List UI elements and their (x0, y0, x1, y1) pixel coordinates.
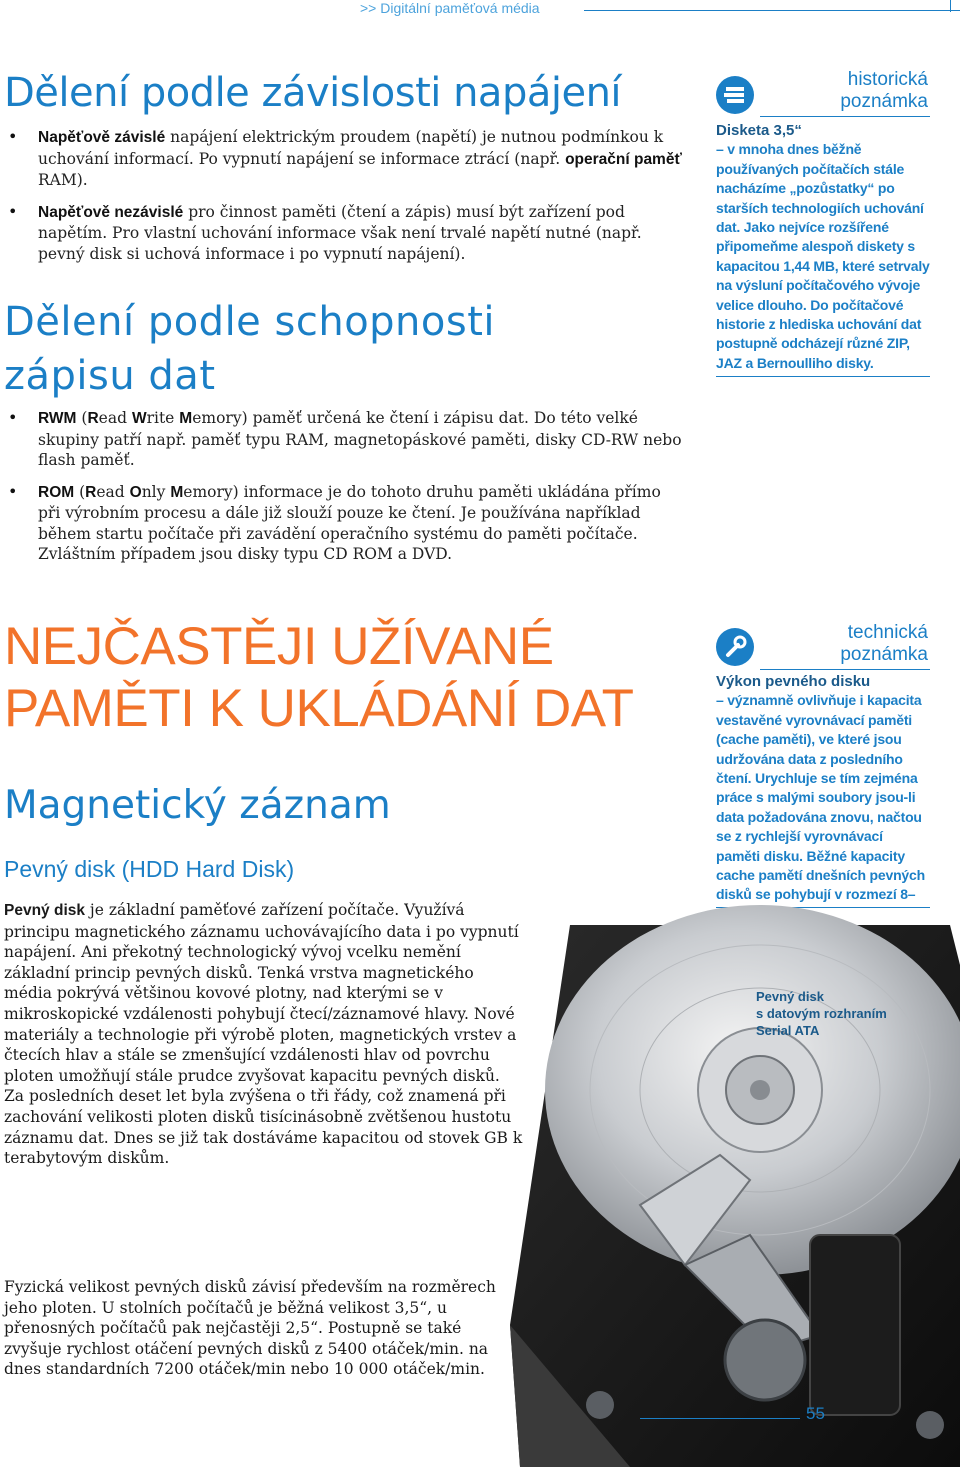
main-headline (4, 616, 634, 740)
letter-rest: emory (192, 409, 242, 427)
letter-rest: rite (146, 409, 175, 427)
list-item: • RWM (Read Write Memory) paměť určená ke čtení i zápisu dat. Do této velké skupiny patří např. paměť typu RAM, magnetopáskové paměti, disky CD-RW nebo flash paměť. (8, 408, 683, 471)
title-line: poznámka (840, 644, 928, 665)
caption-line: Pevný disk (756, 989, 824, 1004)
note-rule (716, 376, 930, 377)
dash: – (716, 692, 728, 709)
term: ROM (38, 483, 75, 501)
hdd-paragraph-2: Fyzická velikost pevných disků závisí především na rozměrech jeho ploten. U stolních počítačů je běžná velikost 3,5“, u přenosných počítačů pak nejčastěji 2,5“. Postupně se také zvyšuje rychlost otáčení pevných disků z 5400 otáček/min. na dnes standardních 7200 otáček/min nebo 10 000 otáček/min. (4, 1278, 496, 1379)
hdd-paragraph-1 (4, 900, 524, 1169)
headline-line: NEJČASTĚJI UŽÍVANÉ (4, 617, 554, 676)
title-line: zápisu dat (4, 353, 216, 399)
term: RWM (38, 410, 77, 427)
write-section-title (4, 295, 495, 403)
term: Pevný disk (4, 902, 85, 919)
note-head: Výkon pevného disku (716, 673, 871, 690)
tech-note-body (716, 672, 930, 924)
list-item: • ROM (Read Only Memory) informace je do tohoto druhu paměti ukládána přímo při výrobním procesu a dále již slouží pouze ke čtení. Je používána například během startu počítače při zavádění operačního systému do paměti počítače. Zvláštním případem jsou disky typu CD ROM a DVD. (8, 482, 683, 565)
hdd-title: Pevný disk (HDD Hard Disk) (4, 856, 295, 882)
letter-rest: ead (96, 482, 125, 501)
section-header: >> Digitální paměťová média (360, 0, 540, 16)
caption-line: s datovým rozhraním (756, 1006, 887, 1021)
history-note-body (716, 121, 930, 373)
list-item (8, 202, 683, 265)
title-line: technická (847, 622, 928, 643)
header-rule (584, 10, 960, 11)
note-text: významně ovlivňuje i kapacita vestavěné vyrovnávací paměti (cache paměti), ve které jsou udržována data z posledního čtení. Urychluje se tím zejména práce s malými soubory jsou-li data požadována znovu, načtou se z rychlejší vyrovnávací paměti disku. Běžné kapacity cache pamětí dnešních pevných disků se pohybují v rozmezí 8– (716, 692, 925, 903)
headline-line: PAMĚTI K UKLÁDÁNÍ DAT (4, 679, 634, 738)
letter-rest: nly (141, 482, 166, 501)
item-text: paměť určená ke čtení i zápisu dat. Do této velké skupiny patří např. paměť typu RAM, magnetopáskové paměti, disky CD-RW nebo flash paměť. (38, 409, 682, 469)
hdd-caption (756, 988, 926, 1039)
title-line: poznámka (840, 91, 928, 112)
letter: O (129, 483, 142, 501)
letter: R (87, 410, 99, 427)
note-rule (760, 669, 930, 670)
header-tick (950, 0, 951, 12)
note-text: v mnoha dnes běžně používaných počítačích stále nacházíme „pozůstatky“ po starších technologiích uchování dat. Jako nejvíce rozšířené připomeňme alespoň diskety s kapacitou 1,44 MB, které setrvaly na výsluní počítačového vývoje velice dlouho. Do počítačové historie z hlediska uchování dat postupně odcházejí různé ZIP, JAZ a Bernoulliho disky. (716, 141, 930, 371)
books-icon (716, 76, 754, 114)
item-text: pro činnost paměti (čtení a zápis) musí být zařízení pod napětím. Pro vlastní uchování informace však není trvalé napětí nutné (např. pevný disk si uchová informace i po vypnutí napájení). (38, 202, 642, 263)
term: operační paměť (565, 150, 682, 168)
title-line: historická (847, 69, 928, 90)
power-list (8, 127, 683, 275)
letter: M (170, 483, 184, 501)
letter: R (85, 483, 97, 501)
note-head: Disketa 3,5“ (716, 122, 802, 139)
magnetic-title: Magnetický záznam (4, 783, 391, 828)
letter: W (131, 410, 147, 427)
letter-rest: ead (98, 409, 127, 427)
page-number: 55 (806, 1404, 825, 1423)
tech-note-title (840, 622, 928, 666)
term: Napěťově nezávislé (38, 203, 184, 221)
letter-rest: emory (183, 482, 233, 501)
letter: M (179, 410, 193, 427)
list-item (8, 127, 683, 191)
item-text: napájení elektrickým proudem (napětí) je nutnou podmínkou k uchování informací. Po vypnutí napájení se informace ztrácí (např. (38, 128, 664, 168)
note-rule (760, 116, 930, 117)
paragraph-text: je základní paměťové zařízení počítače. Využívá principu magnetického záznamu uchovávajícího data i po vypnutí napájení. Ani překotný technologický vývoj vcelku nemění základní princip pevných disků. Tenká vrstva magnetického média pokrývá většinou kovové plotny, nad kterými se v mikroskopické vzdálenosti pohybují čtecí/záznamové hlavy. Nové materiály a technologie při výrobě ploten, magnetických vrstev a čtecích hlav a stále se zmenšující vzdálenosti hlav od povrchu ploten umožňují stále prudce zvyšovat kapacitu pevných disků. Za posledních deset let byla zvýšena o tři řády, což znamená při zachování velikosti ploten disků tisícinásobně zvětšenou hustotu záznamu dat. Dnes se již tak dostáváme kapacitou od stovek GB k terabytovým diskům. (4, 901, 523, 1168)
page-rule (640, 1418, 800, 1419)
caption-line: Serial ATA (756, 1023, 820, 1038)
history-note-title (840, 69, 928, 113)
power-section-title: Dělení podle závislosti napájení (4, 70, 622, 116)
item-text: informace je do tohoto druhu paměti ukládána přímo při výrobním procesu a dále již slouží pouze ke čtení. Je používána například během startu počítače při zavádění operačního systému do paměti počítače. Zvláštním případem jsou disky typu CD ROM a DVD. (38, 482, 661, 563)
write-list (8, 408, 683, 576)
term: Napěťově závislé (38, 129, 166, 146)
item-text: RAM). (38, 171, 88, 189)
wrench-icon (716, 628, 754, 666)
title-line: Dělení podle schopnosti (4, 299, 496, 345)
dash: – (716, 141, 728, 158)
